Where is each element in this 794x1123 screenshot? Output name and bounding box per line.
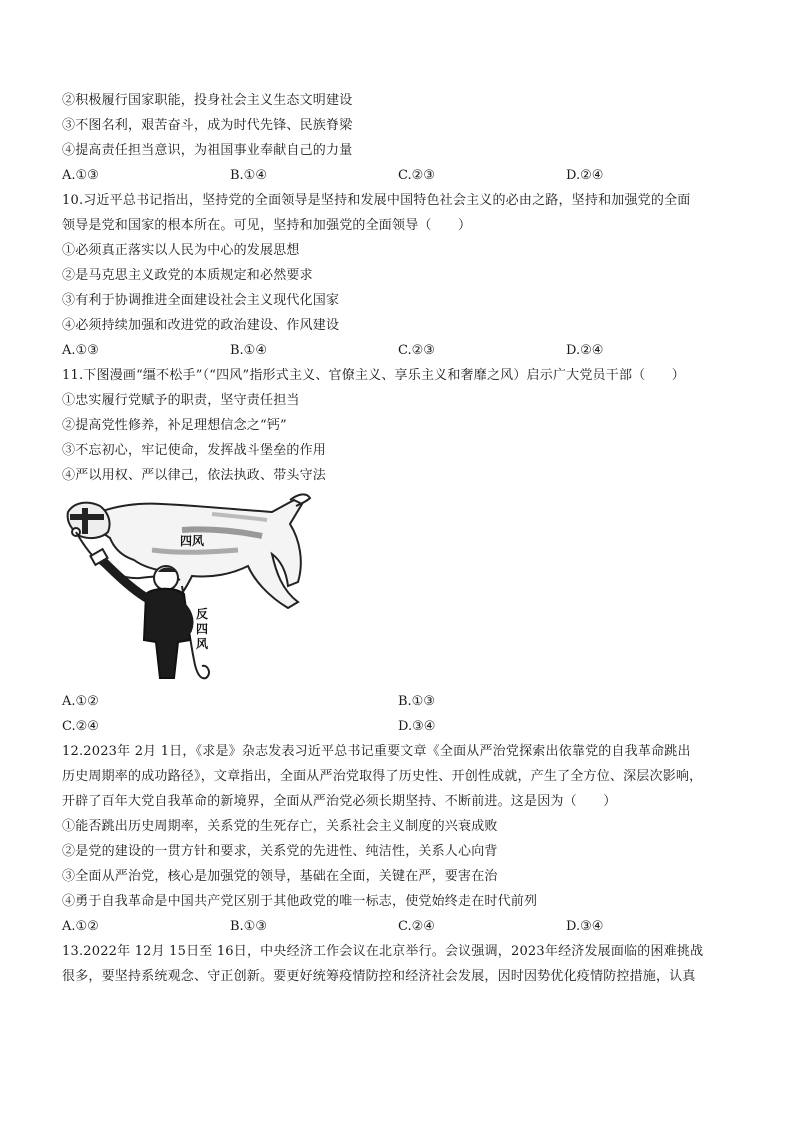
q11-stem: 11.下图漫画“缰不松手”（“四风”指形式主义、官僚主义、享乐主义和奢靡之风）启示广大党员干部（ ） bbox=[62, 368, 685, 383]
q12-item-1: ①能否跳出历史周期率，关系党的生死存亡，关系社会主义制度的兴衰成败 bbox=[62, 819, 498, 834]
svg-text:反 四 风 bbox=[196, 606, 212, 651]
q11-option-d: D.③④ bbox=[398, 719, 436, 734]
q10-item-4: ④必须持续加强和改进党的政治建设、作风建设 bbox=[62, 318, 340, 333]
q9-item-3: ③不图名利，艰苦奋斗，成为时代先锋、民族脊梁 bbox=[62, 118, 353, 133]
q11-options-row-1 bbox=[62, 689, 742, 714]
q11-option-c: C.②④ bbox=[62, 719, 99, 734]
q12-item-3: ③全面从严治党，核心是加强党的领导，基础在全面，关键在严，要害在治 bbox=[62, 869, 498, 884]
q10-stem-line-2: 领导是党和国家的根本所在。可见，坚持和加强党的全面领导（ ） bbox=[62, 218, 472, 233]
cartoon-rope-label-2: 四 bbox=[196, 622, 209, 636]
cartoon-horse-label: 四风 bbox=[180, 534, 205, 548]
q10-option-c: C.②③ bbox=[398, 343, 435, 358]
q9-option-d: D.②④ bbox=[566, 168, 604, 183]
q12-stem-line-2: 历史周期率的成功路径》，文章指出，全面从严治党取得了历史性、开创性成就，产生了全方位、深层次影响， bbox=[62, 769, 703, 784]
q9-option-b: B.①④ bbox=[230, 168, 267, 183]
q11-option-a: A.①② bbox=[62, 694, 99, 709]
q10-item-2: ②是马克思主义政党的本质规定和必然要求 bbox=[62, 268, 313, 283]
q11-options-row-2 bbox=[62, 714, 742, 739]
q10-options bbox=[62, 338, 742, 363]
q9-option-c: C.②③ bbox=[398, 168, 435, 183]
q10-option-b: B.①④ bbox=[230, 343, 267, 358]
q11-item-2: ②提高党性修养，补足理想信念之“钙” bbox=[62, 418, 287, 433]
q12-options bbox=[62, 914, 742, 939]
q10-option-d: D.②④ bbox=[566, 343, 604, 358]
q12-item-4: ④勇于自我革命是中国共产党区别于其他政党的唯一标志，使党始终走在时代前列 bbox=[62, 894, 538, 909]
q12-option-c: C.②④ bbox=[398, 919, 435, 934]
q9-option-a: A.①③ bbox=[62, 168, 99, 183]
q11-item-1: ①忠实履行党赋予的职责，坚守责任担当 bbox=[62, 393, 300, 408]
exam-page bbox=[62, 88, 742, 989]
q12-option-d: D.③④ bbox=[566, 919, 604, 934]
q13-stem-line-2: 很多，要坚持系统观念、守正创新。要更好统筹疫情防控和经济社会发展，因时因势优化疫情防控措施，认真 bbox=[62, 969, 696, 984]
q9-item-4: ④提高责任担当意识，为祖国事业奉献自己的力量 bbox=[62, 143, 353, 158]
q11-item-3: ③不忘初心，牢记使命，发挥战斗堡垒的作用 bbox=[62, 443, 327, 458]
q10-item-1: ①必须真正落实以人民为中心的发展思想 bbox=[62, 243, 300, 258]
cartoon-rope-label-3: 风 bbox=[196, 637, 209, 651]
q9-options bbox=[62, 163, 742, 188]
q11-item-4: ④严以用权、严以律己，依法执政、带头守法 bbox=[62, 468, 327, 483]
q12-option-b: B.①③ bbox=[230, 919, 267, 934]
q11-option-b: B.①③ bbox=[398, 694, 435, 709]
q10-item-3: ③有利于协调推进全面建设社会主义现代化国家 bbox=[62, 293, 340, 308]
cartoon-rein-horse bbox=[62, 490, 312, 685]
q9-item-2: ②积极履行国家职能，投身社会主义生态文明建设 bbox=[62, 93, 353, 108]
q12-stem-line-3: 开辟了百年大党自我革命的新境界，全面从严治党必须长期坚持、不断前进。这是因为（ ） bbox=[62, 794, 617, 809]
q12-item-2: ②是党的建设的一贯方针和要求，关系党的先进性、纯洁性，关系人心向背 bbox=[62, 844, 498, 859]
q10-stem-line-1: 10.习近平总书记指出，坚持党的全面领导是坚持和发展中国特色社会主义的必由之路，坚持和加强党的全面 bbox=[62, 193, 691, 208]
q12-option-a: A.①② bbox=[62, 919, 99, 934]
q12-stem-line-1: 12.2023年 2月 1日，《求是》杂志发表习近平总书记重要文章《全面从严治党探索出依靠党的自我革命跳出 bbox=[62, 744, 691, 759]
q13-stem-line-1: 13.2022年 12月 15日至 16日，中央经济工作会议在北京举行。会议强调，2023年经济发展面临的困难挑战 bbox=[62, 944, 704, 959]
q10-option-a: A.①③ bbox=[62, 343, 99, 358]
cartoon-rope-label-1: 反 bbox=[196, 607, 209, 621]
